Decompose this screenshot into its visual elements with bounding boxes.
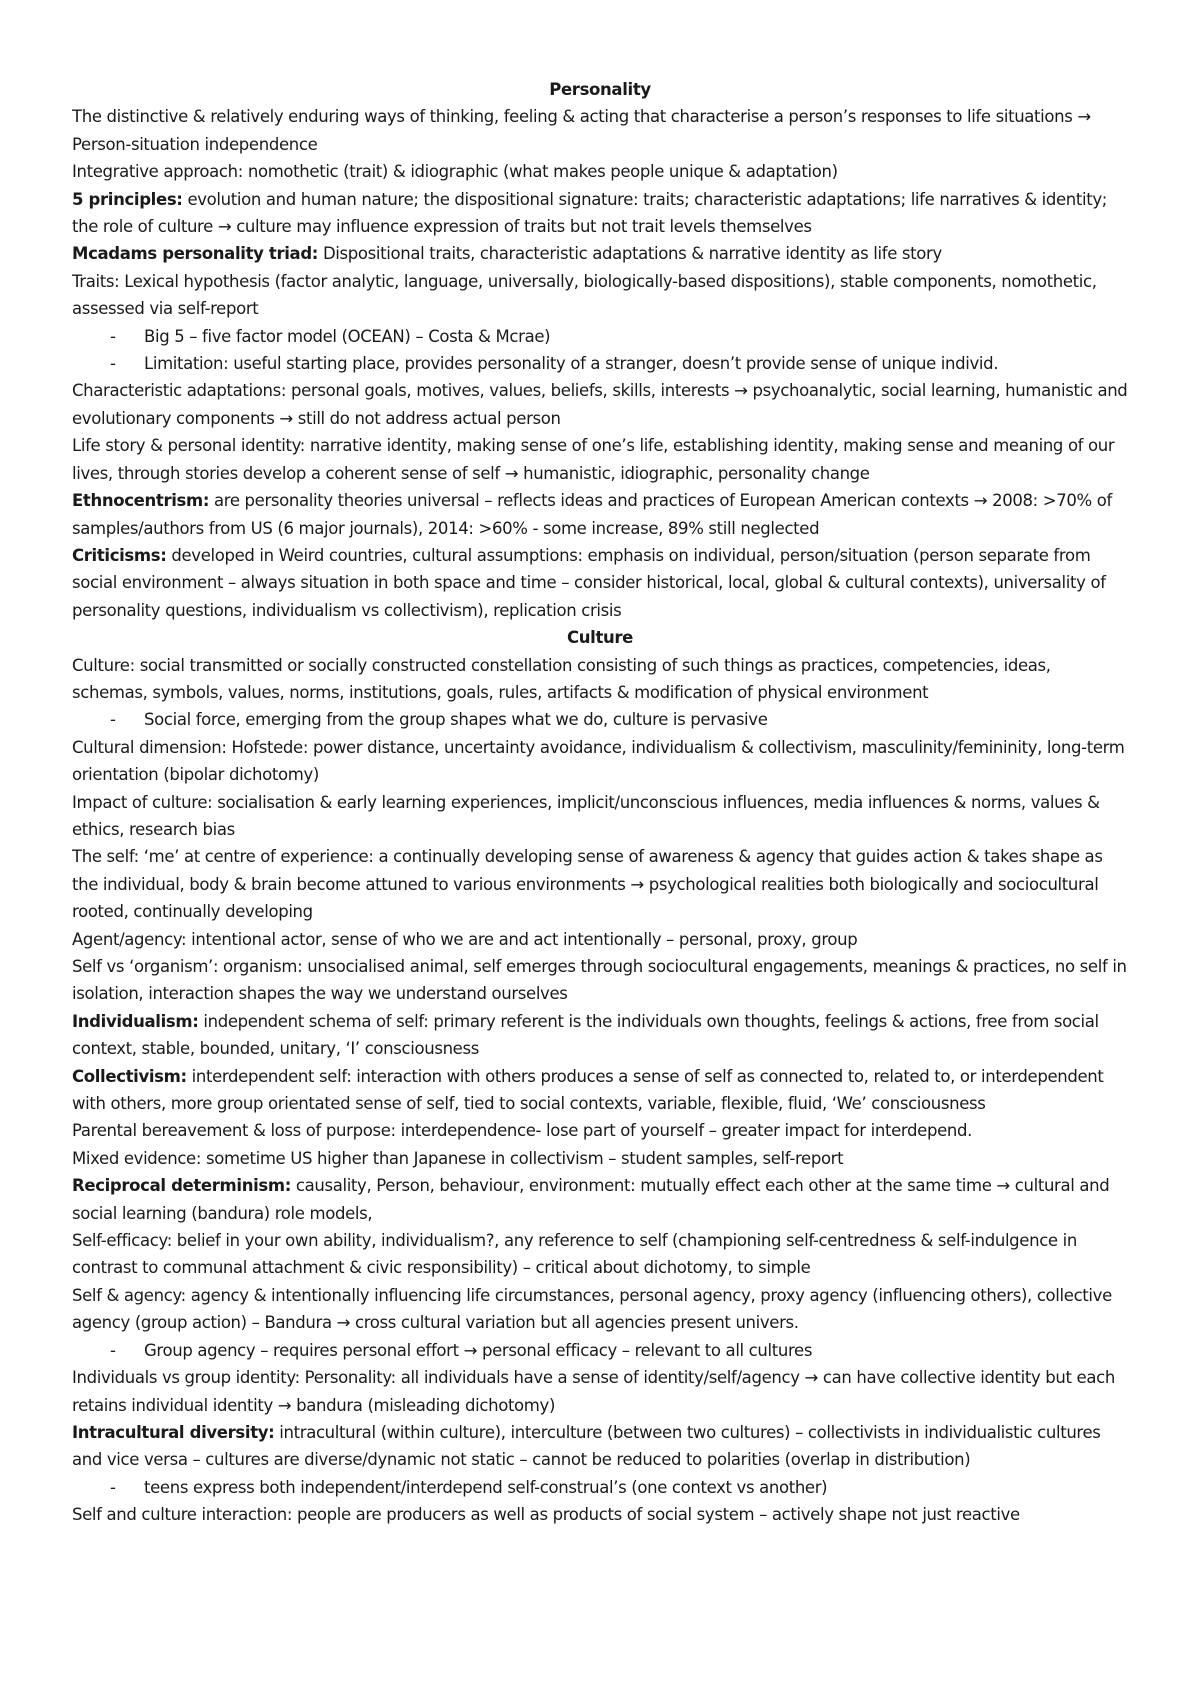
paragraph-text: The self: ‘me’ at centre of experience: a continually developing sense of awareness & agency that guides action & takes shape as the individual, body & brain become attuned to various environments → psychological realities both biologically and sociocultural rooted, continually developing [72, 847, 1103, 922]
paragraph [72, 1227, 1128, 1282]
personality-paragraphs [72, 103, 1128, 322]
paragraph-text: Self & agency: agency & intentionally influencing life circumstances, personal agency, proxy agency (influencing others), collective agency (group action) – Bandura → cross cultural variation but all agencies present univers. [72, 1285, 1112, 1333]
bullet-dash: - [110, 1477, 116, 1497]
paragraph-text: Self-efficacy: belief in your own ability, individualism?, any reference to self (championing self-centredness & self-indulgence in contrast to communal attachment & civic responsibility) – critical about dichotomy, to simple [72, 1231, 1077, 1278]
paragraph-text: are personality theories universal – reflects ideas and practices of European American contexts → 2008: >70% of samples/authors from US (6 major journals), 2014: >60% - some increase, 89% still neglected [72, 491, 1112, 538]
culture-paragraphs-2 [72, 1364, 1128, 1474]
paragraph-text: Integrative approach: nomothetic (trait) & idiographic (what makes people unique & adaptation) [72, 162, 838, 182]
term-label: 5 principles: [72, 189, 183, 209]
paragraph-text: Impact of culture: socialisation & early learning experiences, implicit/unconscious influences, media influences & norms, values & ethics, research bias [72, 792, 1100, 839]
paragraph [72, 1145, 1128, 1172]
paragraph [72, 926, 1128, 953]
paragraph-text: Individuals vs group identity: Personality: all individuals have a sense of identity/self/agency → can have collective identity but each retains individual identity → bandura (misleading dichotomy) [72, 1368, 1115, 1415]
personality-heading: Personality [549, 80, 651, 99]
paragraph-text: intracultural (within culture), interculture (between two cultures) – collectivists in individualistic cultures and vice versa – cultures are diverse/dynamic not static – cannot be reduced to polarities (overlap in distribution) [72, 1422, 1101, 1470]
bullet-dash: - [110, 710, 116, 730]
self-culture-interaction: Self and culture interaction: people are producers as well as products of social system – actively shape not just reactive [72, 1505, 1020, 1525]
paragraph [72, 432, 1128, 487]
paragraph [72, 542, 1128, 624]
bullet-text: Big 5 – five factor model (OCEAN) – Costa & Mcrae) [144, 326, 551, 346]
term-label: Ethnocentrism: [72, 491, 210, 511]
culture-bullet-social-force [72, 706, 1128, 733]
traits-bullet-list [72, 323, 1128, 378]
culture-paragraphs [72, 734, 1128, 1337]
paragraph [72, 789, 1128, 844]
term-label: Collectivism: [72, 1066, 187, 1086]
bullet-text: Social force, emerging from the group shapes what we do, culture is pervasive [144, 710, 768, 730]
paragraph [72, 843, 1128, 925]
paragraph-text: causality, Person, behaviour, environment: mutually effect each other at the same time → cultural and social learning (bandura) role models, [72, 1176, 1110, 1223]
paragraph-text: interdependent self: interaction with others produces a sense of self as connected to, related to, or interdependent with others, more group orientated sense of self, tied to social contexts, variable, flexible, fluid, ‘We’ consciousness [72, 1066, 1104, 1114]
paragraph [72, 268, 1128, 323]
paragraph [72, 240, 1128, 267]
term-label: Criticisms: [72, 545, 167, 565]
paragraph [72, 186, 1128, 241]
paragraph [72, 1117, 1128, 1144]
paragraph-text: developed in Weird countries, cultural assumptions: emphasis on individual, person/situation (person separate from social environment – always situation in both space and time – consider historical, local, global & cultural contexts), universality of personality questions, individualism vs collectivism), replication crisis [72, 545, 1106, 620]
paragraph-text: Agent/agency: intentional actor, sense of who we are and act intentionally – personal, proxy, group [72, 929, 858, 949]
paragraph [72, 1364, 1128, 1419]
personality-paragraphs-2 [72, 377, 1128, 624]
paragraph-text: Self vs ‘organism’: organism: unsocialised animal, self emerges through sociocultural engagements, meanings & practices, no self in isolation, interaction shapes the way we understand ourselves [72, 957, 1127, 1004]
paragraph-text: independent schema of self: primary referent is the individuals own thoughts, feelings & actions, free from social context, stable, bounded, unitary, ‘I’ consciousness [72, 1011, 1099, 1059]
bullet-item [72, 323, 1128, 350]
paragraph [72, 1282, 1128, 1337]
paragraph [72, 1419, 1128, 1474]
paragraph-text: Parental bereavement & loss of purpose: interdependence- lose part of yourself – greater impact for interdepend. [72, 1121, 972, 1141]
bullet-dash: - [110, 354, 116, 374]
paragraph-text: Mixed evidence: sometime US higher than Japanese in collectivism – student samples, self-report [72, 1148, 844, 1168]
bullet-dash: - [110, 1340, 116, 1360]
paragraph [72, 103, 1128, 158]
term-label: Reciprocal determinism: [72, 1176, 291, 1196]
paragraph-text: evolution and human nature; the dispositional signature: traits; characteristic adaptations; life narratives & identity; the role of culture → culture may influence expression of traits but not trait levels themselves [72, 189, 1108, 237]
paragraph [72, 377, 1128, 432]
bullet-text: Group agency – requires personal effort → personal efficacy – relevant to all cultures [144, 1340, 813, 1360]
paragraph [72, 487, 1128, 542]
bullet-text: teens express both independent/interdepend self-construal’s (one context vs another) [144, 1477, 828, 1497]
term-label: Individualism: [72, 1011, 199, 1031]
bullet-dash: - [110, 326, 116, 346]
culture-heading: Culture [566, 628, 634, 648]
paragraph [72, 1063, 1128, 1118]
culture-bullet-teens [72, 1474, 1128, 1501]
paragraph [72, 734, 1128, 789]
paragraph-text: Cultural dimension: Hofstede: power distance, uncertainty avoidance, individualism & collectivism, masculinity/femininity, long-term orientation (bipolar dichotomy) [72, 737, 1125, 785]
term-label: Mcadams personality triad: [72, 244, 319, 264]
paragraph [72, 1008, 1128, 1063]
bullet-text: Limitation: useful starting place, provides personality of a stranger, doesn’t provide sense of unique individ. [144, 354, 999, 374]
paragraph-text: Traits: Lexical hypothesis (factor analytic, language, universally, biologically-based dispositions), stable components, nomothetic, assessed via self-report [72, 271, 1097, 319]
culture-definition: Culture: social transmitted or socially constructed constellation consisting of such things as practices, competencies, ideas, schemas, symbols, values, norms, institutions, goals, rules, artifacts & modification of physical environment [72, 655, 1051, 702]
paragraph [72, 953, 1128, 1008]
paragraph-text: Characteristic adaptations: personal goals, motives, values, beliefs, skills, interests → psychoanalytic, social learning, humanistic and evolutionary components → still do not address actual person [72, 381, 1128, 428]
culture-bullet-group-agency [72, 1337, 1128, 1364]
paragraph-text: The distinctive & relatively enduring ways of thinking, feeling & acting that characterise a person’s responses to life situations → Person-situation independence [72, 107, 1091, 154]
term-label: Intracultural diversity: [72, 1422, 275, 1442]
paragraph-text: Life story & personal identity: narrative identity, making sense of one’s life, establishing identity, making sense and meaning of our lives, through stories develop a coherent sense of self → humanistic, idiographic, personality change [72, 436, 1115, 483]
paragraph [72, 158, 1128, 185]
bullet-item [72, 350, 1128, 377]
paragraph-text: Dispositional traits, characteristic adaptations & narrative identity as life story [318, 244, 942, 264]
paragraph [72, 1172, 1128, 1227]
